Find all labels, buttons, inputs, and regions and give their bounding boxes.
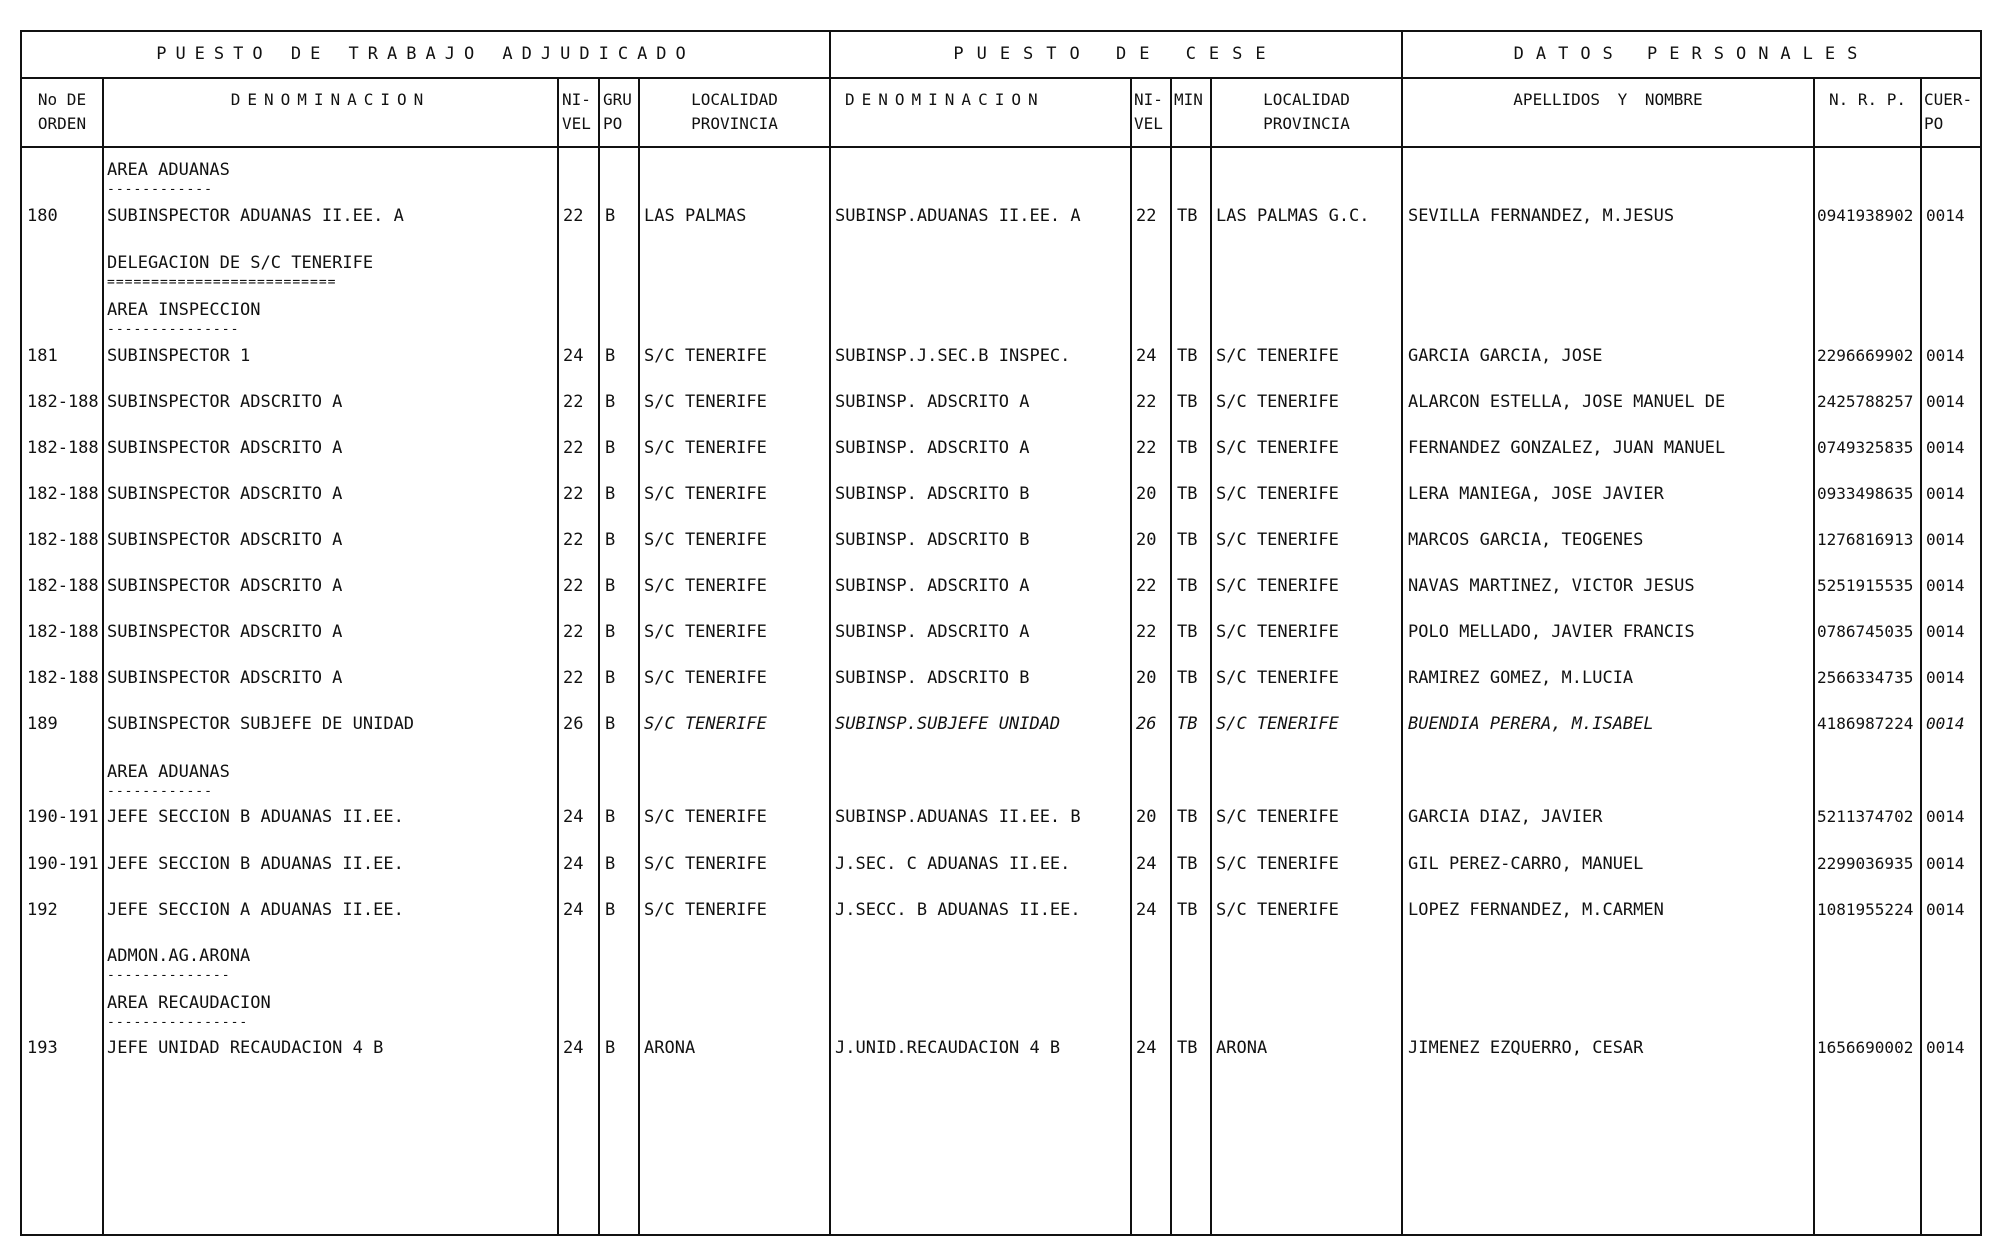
cell-grupo: B (605, 854, 616, 874)
cell-loc-cese: S/C TENERIFE (1216, 530, 1339, 550)
cell-nivel-adj: 24 (563, 1038, 584, 1058)
cell-loc-cese: S/C TENERIFE (1216, 807, 1339, 827)
cell-min: TB (1177, 392, 1198, 412)
cell-grupo: B (605, 392, 616, 412)
cell-denom-adj: SUBINSPECTOR ADSCRITO A (107, 622, 343, 642)
cell-nivel-cese: 24 (1136, 854, 1157, 874)
cell-denom-adj: SUBINSPECTOR ADSCRITO A (107, 484, 343, 504)
cell-loc-adj: S/C TENERIFE (644, 438, 767, 458)
col-header-orden: No DE ORDEN (37, 90, 87, 133)
cell-nivel-cese: 20 (1136, 484, 1157, 504)
cell-nivel-cese: 20 (1136, 530, 1157, 550)
col-divider-orden (102, 77, 104, 1236)
cell-grupo: B (605, 206, 616, 226)
cell-cuerpo: 0014 (1926, 346, 1965, 365)
cell-apellidos: MARCOS GARCIA, TEOGENES (1408, 530, 1644, 550)
cell-denom-cese: SUBINSP. ADSCRITO A (835, 622, 1030, 642)
group-title-personales: DATOS PERSONALES (1513, 44, 1870, 64)
cell-denom-cese: SUBINSP. ADSCRITO B (835, 484, 1030, 504)
cell-denom-cese: SUBINSP.SUBJEFE UNIDAD (835, 714, 1061, 734)
cell-orden: 182-188 (27, 622, 99, 642)
cell-loc-cese: S/C TENERIFE (1216, 622, 1339, 642)
section-caption: AREA RECAUDACION (107, 993, 271, 1013)
cell-nivel-adj: 22 (563, 438, 584, 458)
cell-loc-adj: S/C TENERIFE (644, 668, 767, 688)
col-header-grupo: GRU PO (603, 90, 632, 133)
cell-loc-cese: S/C TENERIFE (1216, 438, 1339, 458)
cell-apellidos: POLO MELLADO, JAVIER FRANCIS (1408, 622, 1695, 642)
cell-denom-cese: SUBINSP. ADSCRITO A (835, 438, 1030, 458)
col-divider-nivel-cese (1170, 77, 1172, 1236)
col-divider-nivel-adj (598, 77, 600, 1236)
cell-loc-adj: ARONA (644, 1038, 696, 1058)
cell-nrp: 1081955224 (1817, 900, 1914, 919)
cell-loc-adj: S/C TENERIFE (644, 484, 767, 504)
cell-nivel-adj: 22 (563, 484, 584, 504)
table-border-top (20, 30, 1982, 32)
cell-nivel-adj: 24 (563, 346, 584, 366)
section-underline: ========================== (107, 275, 337, 290)
cell-nrp: 2296669902 (1817, 346, 1914, 365)
cell-min: TB (1177, 900, 1198, 920)
cell-nivel-adj: 22 (563, 206, 584, 226)
cell-grupo: B (605, 807, 616, 827)
cell-apellidos: RAMIREZ GOMEZ, M.LUCIA (1408, 668, 1634, 688)
cell-nivel-adj: 22 (563, 668, 584, 688)
cell-nivel-adj: 22 (563, 530, 584, 550)
section-caption: AREA INSPECCION (107, 300, 261, 320)
cell-orden: 182-188 (27, 392, 99, 412)
cell-cuerpo: 0014 (1926, 807, 1965, 826)
cell-loc-adj: S/C TENERIFE (644, 392, 767, 412)
col-divider-grupo (638, 77, 640, 1236)
cell-cuerpo: 0014 (1926, 668, 1965, 687)
cell-min: TB (1177, 622, 1198, 642)
table-border-right (1980, 30, 1982, 1236)
cell-min: TB (1177, 1038, 1198, 1058)
cell-min: TB (1177, 346, 1198, 366)
cell-denom-adj: SUBINSPECTOR SUBJEFE DE UNIDAD (107, 714, 415, 734)
cell-orden: 190-191 (27, 854, 99, 874)
cell-denom-adj: SUBINSPECTOR 1 (107, 346, 251, 366)
cell-grupo: B (605, 900, 616, 920)
cell-cuerpo: 0014 (1926, 438, 1965, 457)
col-header-denom-adj: DENOMINACION (230, 90, 431, 109)
cell-nivel-cese: 20 (1136, 668, 1157, 688)
cell-denom-adj: SUBINSPECTOR ADSCRITO A (107, 576, 343, 596)
cell-apellidos: LOPEZ FERNANDEZ, M.CARMEN (1408, 900, 1664, 920)
cell-denom-adj: JEFE SECCION B ADUANAS II.EE. (107, 854, 404, 874)
cell-loc-cese: LAS PALMAS G.C. (1216, 206, 1370, 226)
cell-denom-cese: SUBINSP.J.SEC.B INSPEC. (835, 346, 1071, 366)
col-header-nivel-adj: NI- VEL (562, 90, 591, 133)
col-header-min: MIN (1174, 90, 1203, 109)
group-divider-personales (1401, 30, 1403, 1236)
cell-min: TB (1177, 576, 1198, 596)
cell-cuerpo: 0014 (1926, 622, 1965, 641)
cell-loc-adj: LAS PALMAS (644, 206, 747, 226)
col-divider-denom-cese (1130, 77, 1132, 1236)
table-border-bottom (20, 1234, 1982, 1236)
cell-min: TB (1177, 668, 1198, 688)
cell-nivel-cese: 22 (1136, 206, 1157, 226)
cell-nivel-cese: 22 (1136, 576, 1157, 596)
cell-cuerpo: 0014 (1926, 530, 1965, 549)
cell-min: TB (1177, 484, 1198, 504)
section-caption: DELEGACION DE S/C TENERIFE (107, 253, 374, 273)
cell-grupo: B (605, 438, 616, 458)
section-caption: AREA ADUANAS (107, 762, 230, 782)
cell-apellidos: NAVAS MARTINEZ, VICTOR JESUS (1408, 576, 1695, 596)
cell-apellidos: FERNANDEZ GONZALEZ, JUAN MANUEL (1408, 438, 1726, 458)
cell-grupo: B (605, 530, 616, 550)
col-header-nivel-cese: NI- VEL (1134, 90, 1163, 133)
cell-nrp: 0749325835 (1817, 438, 1914, 457)
cell-apellidos: LERA MANIEGA, JOSE JAVIER (1408, 484, 1664, 504)
section-underline: -------------- (107, 968, 231, 983)
cell-denom-cese: J.SEC. C ADUANAS II.EE. (835, 854, 1071, 874)
cell-loc-cese: S/C TENERIFE (1216, 668, 1339, 688)
cell-nrp: 2299036935 (1817, 854, 1914, 873)
cell-nrp: 2425788257 (1817, 392, 1914, 411)
cell-orden: 190-191 (27, 807, 99, 827)
cell-grupo: B (605, 668, 616, 688)
cell-denom-cese: SUBINSP. ADSCRITO B (835, 668, 1030, 688)
cell-loc-adj: S/C TENERIFE (644, 346, 767, 366)
cell-nivel-cese: 22 (1136, 392, 1157, 412)
cell-loc-adj: S/C TENERIFE (644, 854, 767, 874)
cell-apellidos: JIMENEZ EZQUERRO, CESAR (1408, 1038, 1644, 1058)
cell-nivel-cese: 26 (1136, 714, 1157, 734)
cell-cuerpo: 0014 (1926, 900, 1965, 919)
cell-nivel-cese: 22 (1136, 622, 1157, 642)
cell-nrp: 5211374702 (1817, 807, 1914, 826)
cell-loc-adj: S/C TENERIFE (644, 807, 767, 827)
col-divider-nrp (1920, 77, 1922, 1236)
cell-nivel-cese: 24 (1136, 900, 1157, 920)
cell-denom-cese: SUBINSP.ADUANAS II.EE. B (835, 807, 1081, 827)
col-header-loc-adj: LOCALIDAD PROVINCIA (691, 90, 778, 133)
cell-cuerpo: 0014 (1926, 206, 1965, 225)
cell-apellidos: ALARCON ESTELLA, JOSE MANUEL DE (1408, 392, 1726, 412)
cell-orden: 180 (27, 206, 58, 226)
cell-denom-cese: J.SECC. B ADUANAS II.EE. (835, 900, 1081, 920)
col-header-denom-cese: DENOMINACION (845, 90, 1045, 109)
cell-denom-cese: SUBINSP. ADSCRITO B (835, 530, 1030, 550)
cell-nivel-cese: 20 (1136, 807, 1157, 827)
cell-denom-cese: SUBINSP. ADSCRITO A (835, 392, 1030, 412)
cell-nivel-adj: 22 (563, 392, 584, 412)
cell-grupo: B (605, 346, 616, 366)
cell-cuerpo: 0014 (1926, 1038, 1965, 1057)
cell-loc-adj: S/C TENERIFE (644, 714, 767, 734)
cell-orden: 182-188 (27, 484, 99, 504)
col-header-apellidos: APELLIDOS Y NOMBRE (1513, 90, 1703, 109)
cell-nrp: 0941938902 (1817, 206, 1914, 225)
cell-min: TB (1177, 714, 1198, 734)
cell-min: TB (1177, 206, 1198, 226)
cell-orden: 189 (27, 714, 58, 734)
group-title-cese: PUESTO DE CESE (953, 44, 1279, 64)
cell-loc-cese: S/C TENERIFE (1216, 900, 1339, 920)
cell-loc-cese: S/C TENERIFE (1216, 484, 1339, 504)
cell-cuerpo: 0014 (1926, 854, 1965, 873)
section-underline: ---------------- (107, 1015, 249, 1030)
cell-nrp: 1276816913 (1817, 530, 1914, 549)
cell-nivel-adj: 24 (563, 807, 584, 827)
cell-orden: 181 (27, 346, 58, 366)
cell-nivel-cese: 24 (1136, 346, 1157, 366)
cell-nivel-adj: 22 (563, 576, 584, 596)
section-underline: ------------ (107, 784, 213, 799)
cell-denom-adj: JEFE SECCION A ADUANAS II.EE. (107, 900, 404, 920)
cell-loc-adj: S/C TENERIFE (644, 622, 767, 642)
section-caption: AREA ADUANAS (107, 160, 230, 180)
cell-loc-adj: S/C TENERIFE (644, 530, 767, 550)
cell-apellidos: GIL PEREZ-CARRO, MANUEL (1408, 854, 1644, 874)
col-header-loc-cese: LOCALIDAD PROVINCIA (1263, 90, 1350, 133)
cell-orden: 182-188 (27, 530, 99, 550)
group-title-adjudicado: PUESTO DE TRABAJO ADJUDICADO (156, 44, 695, 64)
column-header-divider (20, 146, 1982, 148)
cell-loc-cese: S/C TENERIFE (1216, 346, 1339, 366)
cell-apellidos: SEVILLA FERNANDEZ, M.JESUS (1408, 206, 1675, 226)
cell-loc-adj: S/C TENERIFE (644, 576, 767, 596)
cell-loc-adj: S/C TENERIFE (644, 900, 767, 920)
section-underline: ------------ (107, 182, 213, 197)
col-divider-apellidos (1813, 77, 1815, 1236)
cell-nivel-adj: 26 (563, 714, 584, 734)
cell-denom-adj: SUBINSPECTOR ADSCRITO A (107, 392, 343, 412)
col-header-cuerpo: CUER- PO (1924, 90, 1973, 133)
cell-denom-cese: J.UNID.RECAUDACION 4 B (835, 1038, 1061, 1058)
cell-min: TB (1177, 807, 1198, 827)
cell-cuerpo: 0014 (1926, 392, 1965, 411)
cell-grupo: B (605, 714, 616, 734)
cell-denom-adj: SUBINSPECTOR ADSCRITO A (107, 530, 343, 550)
section-underline: --------------- (107, 322, 240, 337)
cell-nrp: 0786745035 (1817, 622, 1914, 641)
cell-grupo: B (605, 484, 616, 504)
cell-nivel-adj: 24 (563, 854, 584, 874)
cell-min: TB (1177, 854, 1198, 874)
cell-denom-adj: SUBINSPECTOR ADSCRITO A (107, 438, 343, 458)
group-divider-cese (829, 30, 831, 1236)
cell-nrp: 5251915535 (1817, 576, 1914, 595)
col-divider-denom-adj (557, 77, 559, 1236)
col-divider-min (1210, 77, 1212, 1236)
cell-loc-cese: S/C TENERIFE (1216, 714, 1339, 734)
section-caption: ADMON.AG.ARONA (107, 946, 251, 966)
cell-apellidos: GARCIA GARCIA, JOSE (1408, 346, 1603, 366)
cell-loc-cese: ARONA (1216, 1038, 1268, 1058)
cell-loc-cese: S/C TENERIFE (1216, 576, 1339, 596)
cell-apellidos: BUENDIA PERERA, M.ISABEL (1408, 714, 1654, 734)
cell-orden: 182-188 (27, 438, 99, 458)
cell-orden: 193 (27, 1038, 58, 1058)
cell-orden: 182-188 (27, 576, 99, 596)
cell-denom-adj: SUBINSPECTOR ADSCRITO A (107, 668, 343, 688)
cell-grupo: B (605, 1038, 616, 1058)
cell-loc-cese: S/C TENERIFE (1216, 854, 1339, 874)
cell-orden: 192 (27, 900, 58, 920)
cell-grupo: B (605, 576, 616, 596)
cell-denom-adj: JEFE SECCION B ADUANAS II.EE. (107, 807, 404, 827)
cell-apellidos: GARCIA DIAZ, JAVIER (1408, 807, 1603, 827)
cell-min: TB (1177, 530, 1198, 550)
cell-orden: 182-188 (27, 668, 99, 688)
table-border-left (20, 30, 22, 1236)
cell-nrp: 2566334735 (1817, 668, 1914, 687)
col-header-nrp: N. R. P. (1828, 90, 1907, 109)
cell-cuerpo: 0014 (1926, 714, 1965, 733)
cell-denom-cese: SUBINSP.ADUANAS II.EE. A (835, 206, 1081, 226)
cell-nivel-cese: 22 (1136, 438, 1157, 458)
cell-loc-cese: S/C TENERIFE (1216, 392, 1339, 412)
cell-nivel-adj: 24 (563, 900, 584, 920)
cell-denom-adj: JEFE UNIDAD RECAUDACION 4 B (107, 1038, 384, 1058)
group-header-divider (20, 77, 1982, 79)
cell-cuerpo: 0014 (1926, 576, 1965, 595)
cell-min: TB (1177, 438, 1198, 458)
cell-cuerpo: 0014 (1926, 484, 1965, 503)
cell-denom-adj: SUBINSPECTOR ADUANAS II.EE. A (107, 206, 404, 226)
cell-denom-cese: SUBINSP. ADSCRITO A (835, 576, 1030, 596)
cell-grupo: B (605, 622, 616, 642)
cell-nrp: 0933498635 (1817, 484, 1914, 503)
cell-nivel-cese: 24 (1136, 1038, 1157, 1058)
cell-nrp: 4186987224 (1817, 714, 1914, 733)
cell-nivel-adj: 22 (563, 622, 584, 642)
cell-nrp: 1656690002 (1817, 1038, 1914, 1057)
